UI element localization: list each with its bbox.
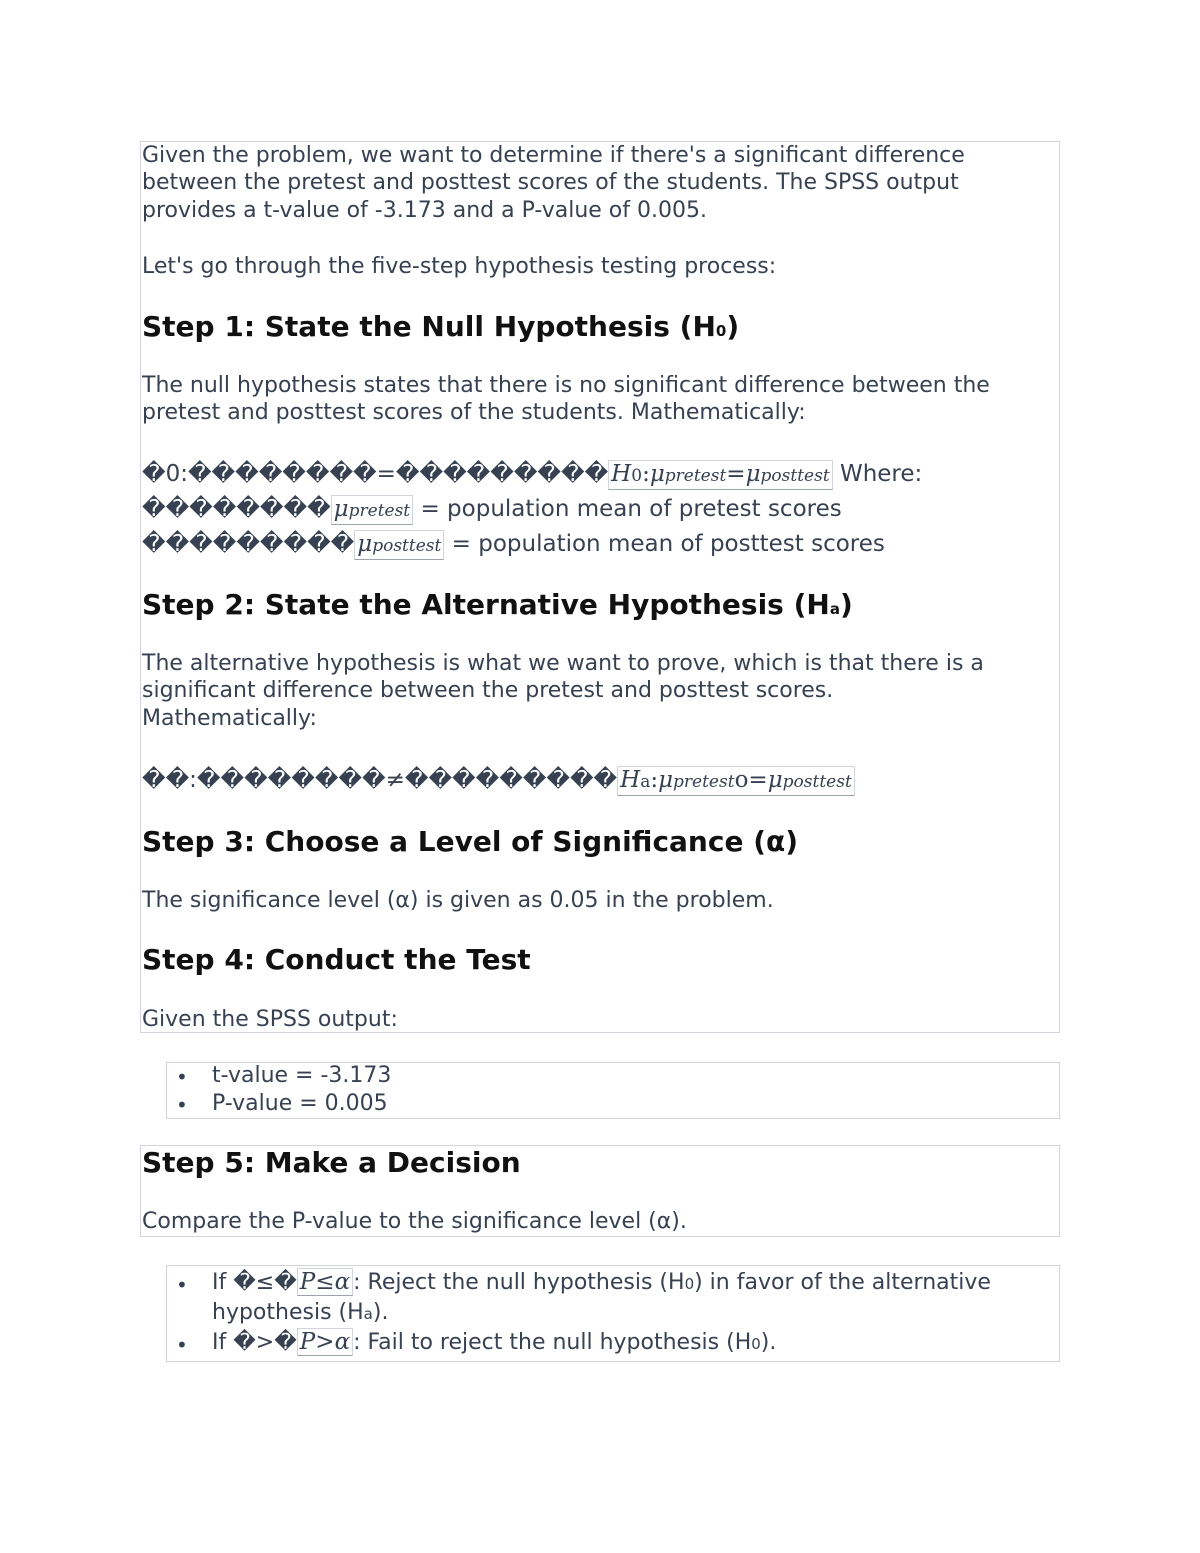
def-mu-pretest: �������� μpretest = population mean of pretest scores [142, 494, 842, 525]
null-hypothesis-formula [142, 459, 922, 490]
garbled-symbol: �������� [142, 496, 331, 522]
list-item-p-value: P-value = 0.005 [212, 1091, 388, 1116]
decision-reject: If �≤� P≤α : Reject the null hypothesis (H0) in favor of the alternative [212, 1269, 991, 1295]
intro-line-1: Given the problem, we want to determine if there's a significant difference [142, 143, 965, 168]
step2-para-line-1: The alternative hypothesis is what we want to prove, which is that there is a [142, 651, 984, 676]
step2-heading: Step 2: State the Alternative Hypothesis (Ha) [142, 588, 853, 621]
step1-heading: Step 1: State the Null Hypothesis (H0) [142, 310, 740, 343]
step3-para: The significance level (α) is given as 0.05 in the problem. [142, 888, 774, 913]
bullet-icon: • [176, 1333, 188, 1357]
intro-line-2: between the pretest and posttest scores of the students. The SPSS output [142, 170, 959, 195]
alt-hypothesis-formula [142, 765, 855, 796]
garbled-symbol: �≤� [233, 1270, 297, 1295]
math-ha: Ha:μpretesto=μposttest [617, 766, 855, 796]
where-label: Where: [832, 461, 923, 487]
step4-heading: Step 4: Conduct the Test [142, 943, 531, 976]
list-item-t-value: t-value = -3.173 [212, 1063, 392, 1088]
bullet-icon: • [176, 1093, 188, 1117]
step4-para: Given the SPSS output: [142, 1007, 398, 1032]
step1-para-line-1: The null hypothesis states that there is no significant difference between the [142, 373, 990, 398]
step5-heading: Step 5: Make a Decision [142, 1146, 521, 1179]
math-mu-posttest: μposttest [354, 530, 444, 560]
garbled-formula: ��:��������≠��������� [142, 767, 618, 793]
step1-para-line-2: pretest and posttest scores of the students. Mathematically: [142, 400, 806, 425]
def-mu-posttest: ��������� μposttest = population mean of posttest scores [142, 529, 885, 560]
garbled-symbol: �>� [233, 1330, 297, 1355]
math-h0: H0:μpretest=μposttest [608, 460, 832, 490]
decision-reject-line-2: hypothesis (Ha). [212, 1300, 389, 1325]
math-p-gt-alpha: P>α [297, 1328, 353, 1356]
decision-fail-to-reject: If �>� P>α : Fail to reject the null hypothesis (H0). [212, 1329, 777, 1355]
bullet-icon: • [176, 1273, 188, 1297]
intro-line-3: provides a t-value of -3.173 and a P-value of 0.005. [142, 198, 707, 223]
intro-process: Let's go through the five-step hypothesis testing process: [142, 254, 777, 279]
step2-para-line-2: significant difference between the pretest and posttest scores. [142, 678, 834, 703]
garbled-formula: �0:��������=��������� [142, 461, 609, 487]
step3-heading: Step 3: Choose a Level of Significance (α) [142, 825, 799, 858]
math-mu-pretest: μpretest [331, 495, 413, 525]
bullet-icon: • [176, 1065, 188, 1089]
step5-para: Compare the P-value to the significance level (α). [142, 1209, 687, 1234]
math-p-le-alpha: P≤α [297, 1268, 353, 1296]
garbled-symbol: ��������� [142, 531, 355, 557]
step2-para-line-3: Mathematically: [142, 706, 317, 731]
